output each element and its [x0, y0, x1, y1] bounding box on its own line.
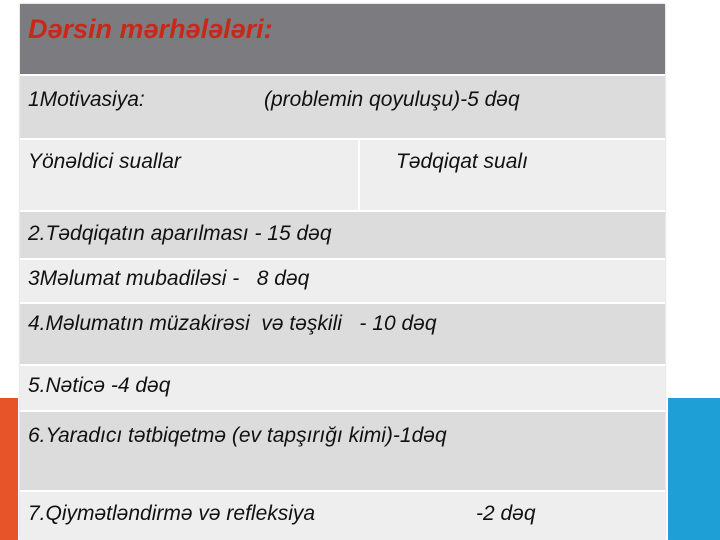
table-row-discussion: [20, 304, 665, 364]
table-title: Dərsin mərhələləri:: [28, 14, 273, 44]
evaluation-label: 7.Qiymətləndirmə və refleksiya: [28, 502, 316, 525]
table-header-row: [20, 4, 665, 74]
discussion-stage-cell: 4.Məlumatın müzakirəsi və təşkili - 10 dəq: [28, 312, 437, 335]
table-row-creative: [20, 412, 665, 490]
evaluation-duration: -2 dəq: [476, 502, 536, 525]
table-row-motivation: [20, 76, 665, 138]
guiding-questions-cell: Yönəldici suallar: [20, 140, 360, 210]
evaluation-cell: [20, 492, 665, 540]
table-row-result: [20, 366, 665, 410]
motivation-cell: [20, 76, 665, 138]
decorative-blue-bar: [668, 398, 720, 540]
table-row-evaluation: [20, 492, 665, 540]
research-stage-cell: 2.Tədqiqatın aparılması - 15 dəq: [28, 222, 332, 245]
result-stage-cell: 5.Nəticə -4 dəq: [28, 374, 171, 397]
motivation-detail: (problemin qoyuluşu)-5 dəq: [264, 88, 520, 111]
exchange-stage-cell: 3Məlumat mubadiləsi - 8 dəq: [28, 267, 310, 290]
creative-stage-cell: 6.Yaradıcı tətbiqetmə (ev tapşırığı kimi)-1dəq: [28, 424, 447, 447]
table-row-research: [20, 212, 665, 258]
decorative-orange-bar: [0, 398, 18, 540]
motivation-label: 1Motivasiya:: [28, 88, 145, 111]
table-row-questions: [20, 140, 665, 210]
lesson-stages-table: [20, 4, 665, 540]
research-question-cell: Tədqiqat sualı: [396, 150, 528, 173]
table-row-exchange: [20, 260, 665, 302]
